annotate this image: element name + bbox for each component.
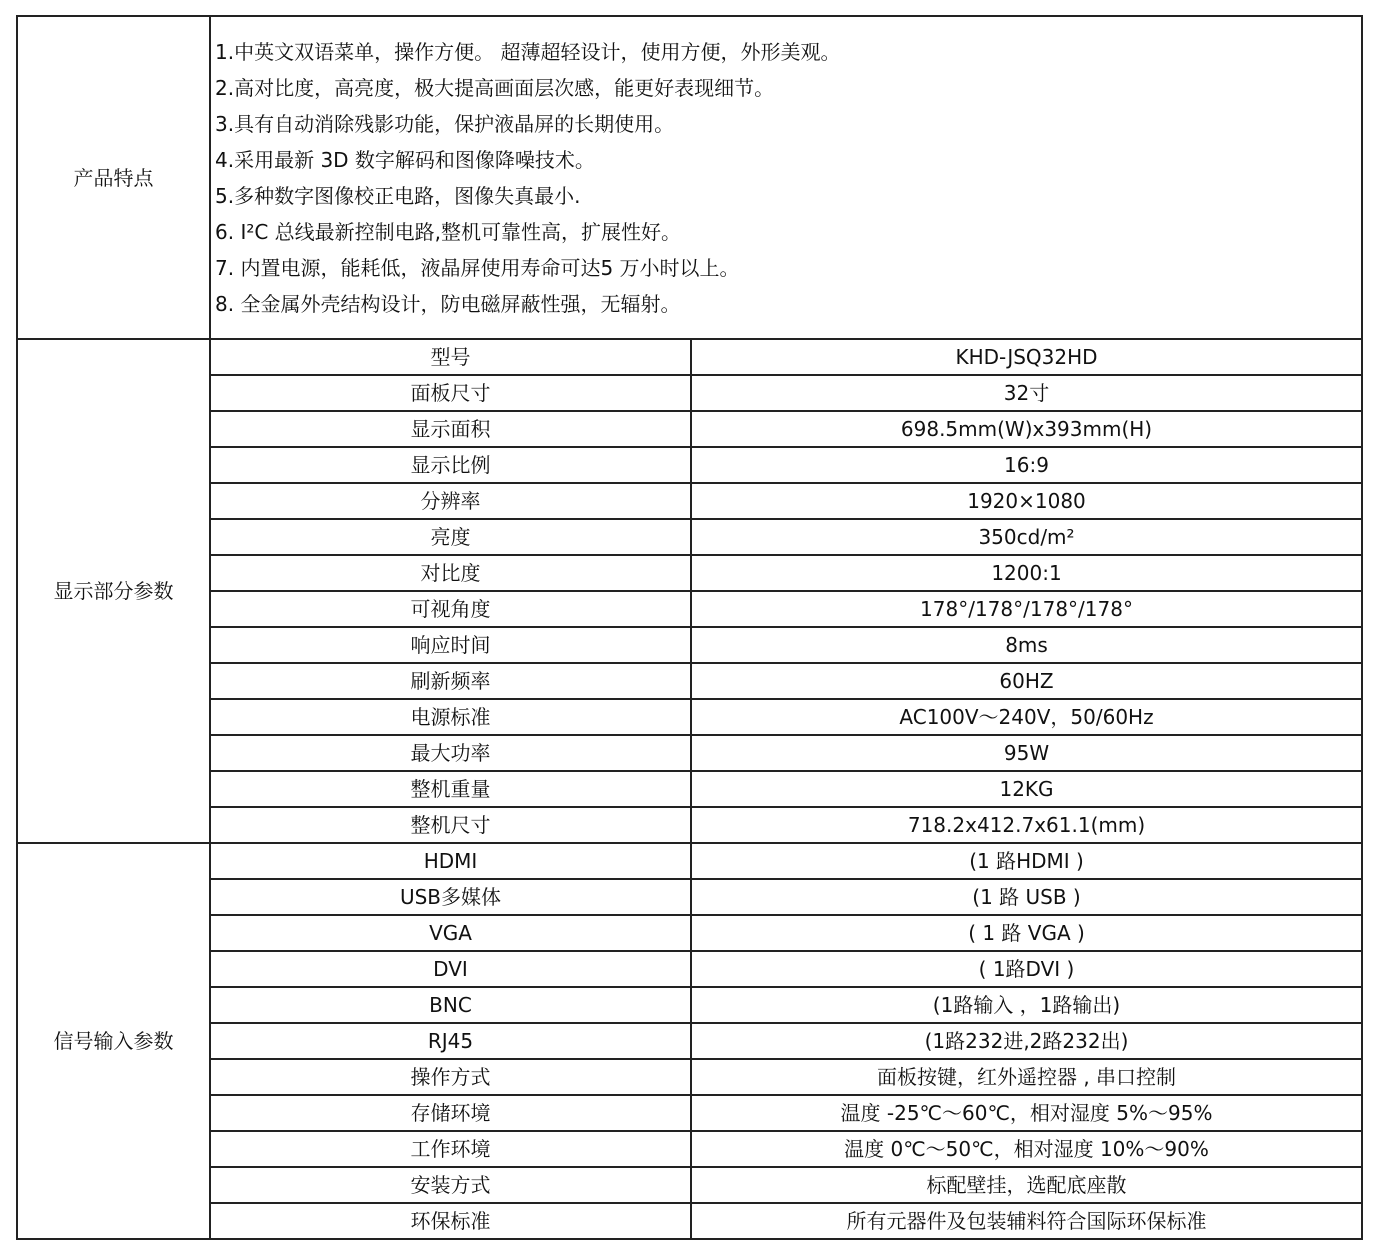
- param-name: 整机尺寸: [210, 807, 691, 843]
- param-name: 响应时间: [210, 627, 691, 663]
- param-value: 60HZ: [691, 663, 1362, 699]
- display-param-row: [17, 411, 1362, 447]
- features-row: [17, 16, 1362, 339]
- param-value: 32寸: [691, 375, 1362, 411]
- param-value: 698.5mm(W)x393mm(H): [691, 411, 1362, 447]
- signal-param-row: [17, 915, 1362, 951]
- param-name: VGA: [210, 915, 691, 951]
- param-name: BNC: [210, 987, 691, 1023]
- spec-table: [16, 15, 1363, 1240]
- param-value: ( 1 路 VGA ): [691, 915, 1362, 951]
- display-param-row: [17, 771, 1362, 807]
- feature-list: [215, 34, 1361, 322]
- param-name: 整机重量: [210, 771, 691, 807]
- param-name: 刷新频率: [210, 663, 691, 699]
- param-value: 面板按键，红外遥控器 , 串口控制: [691, 1059, 1362, 1095]
- param-name: HDMI: [210, 843, 691, 879]
- signal-param-row: [17, 1059, 1362, 1095]
- param-value: (1 路HDMI ): [691, 843, 1362, 879]
- display-param-row: [17, 375, 1362, 411]
- param-name: USB多媒体: [210, 879, 691, 915]
- signal-param-row: [17, 879, 1362, 915]
- param-value: KHD-JSQ32HD: [691, 339, 1362, 375]
- param-value: 温度 -25℃～60℃，相对湿度 5%～95%: [691, 1095, 1362, 1131]
- param-name: 工作环境: [210, 1131, 691, 1167]
- param-value: 标配壁挂，选配底座散: [691, 1167, 1362, 1203]
- param-value: 1200:1: [691, 555, 1362, 591]
- feature-item: 5.多种数字图像校正电路，图像失真最小.: [215, 183, 581, 208]
- param-name: 操作方式: [210, 1059, 691, 1095]
- feature-item: 8. 全金属外壳结构设计，防电磁屏蔽性强，无辐射。: [215, 291, 681, 316]
- signal-param-row: [17, 1023, 1362, 1059]
- display-param-row: [17, 555, 1362, 591]
- signal-param-row: [17, 843, 1362, 879]
- param-name: 安装方式: [210, 1167, 691, 1203]
- param-name: RJ45: [210, 1023, 691, 1059]
- param-name: 可视角度: [210, 591, 691, 627]
- display-param-row: [17, 807, 1362, 843]
- param-name: 显示面积: [210, 411, 691, 447]
- param-value: 16:9: [691, 447, 1362, 483]
- feature-item: 2.高对比度，高亮度，极大提高画面层次感，能更好表现细节。: [215, 75, 775, 100]
- feature-item: 6. I²C 总线最新控制电路,整机可靠性高，扩展性好。: [215, 219, 682, 244]
- param-value: AC100V～240V，50/60Hz: [691, 699, 1362, 735]
- param-name: 存储环境: [210, 1095, 691, 1131]
- display-section-label: 显示部分参数: [17, 339, 210, 843]
- display-param-row: [17, 663, 1362, 699]
- signal-param-row: [17, 1167, 1362, 1203]
- signal-param-row: [17, 1095, 1362, 1131]
- feature-item: 3.具有自动消除残影功能，保护液晶屏的长期使用。: [215, 111, 675, 136]
- display-param-row: [17, 627, 1362, 663]
- display-param-row: [17, 339, 1362, 375]
- display-param-row: [17, 735, 1362, 771]
- display-param-row: [17, 699, 1362, 735]
- display-param-row: [17, 483, 1362, 519]
- param-value: 温度 0℃～50℃，相对湿度 10%～90%: [691, 1131, 1362, 1167]
- signal-section-label: 信号输入参数: [17, 843, 210, 1239]
- param-name: 型号: [210, 339, 691, 375]
- param-value: 1920×1080: [691, 483, 1362, 519]
- param-name: 分辨率: [210, 483, 691, 519]
- param-value: (1路输入 ，1路输出): [691, 987, 1362, 1023]
- features-section-label: 产品特点: [17, 16, 210, 339]
- display-param-row: [17, 519, 1362, 555]
- feature-item: 7. 内置电源，能耗低，液晶屏使用寿命可达5 万小时以上。: [215, 255, 740, 280]
- param-name: 对比度: [210, 555, 691, 591]
- param-value: 8ms: [691, 627, 1362, 663]
- signal-param-row: [17, 1131, 1362, 1167]
- param-value: 12KG: [691, 771, 1362, 807]
- param-value: 178°/178°/178°/178°: [691, 591, 1362, 627]
- param-value: 所有元器件及包装辅料符合国际环保标准: [691, 1203, 1362, 1239]
- param-value: (1路232进,2路232出): [691, 1023, 1362, 1059]
- param-name: DVI: [210, 951, 691, 987]
- signal-param-row: [17, 987, 1362, 1023]
- display-param-row: [17, 447, 1362, 483]
- features-cell: [210, 16, 1362, 339]
- spec-table-body: [17, 16, 1362, 1239]
- param-name: 最大功率: [210, 735, 691, 771]
- param-name: 亮度: [210, 519, 691, 555]
- param-value: 350cd/m²: [691, 519, 1362, 555]
- param-value: 95W: [691, 735, 1362, 771]
- feature-item: 1.中英文双语菜单，操作方便。 超薄超轻设计，使用方便，外形美观。: [215, 39, 841, 64]
- feature-item: 4.采用最新 3D 数字解码和图像降噪技术。: [215, 147, 595, 172]
- param-value: (1 路 USB ): [691, 879, 1362, 915]
- signal-param-row: [17, 951, 1362, 987]
- param-value: 718.2x412.7x61.1(mm): [691, 807, 1362, 843]
- param-name: 环保标准: [210, 1203, 691, 1239]
- param-name: 显示比例: [210, 447, 691, 483]
- param-name: 面板尺寸: [210, 375, 691, 411]
- signal-param-row: [17, 1203, 1362, 1239]
- param-name: 电源标准: [210, 699, 691, 735]
- display-param-row: [17, 591, 1362, 627]
- param-value: ( 1路DVI ): [691, 951, 1362, 987]
